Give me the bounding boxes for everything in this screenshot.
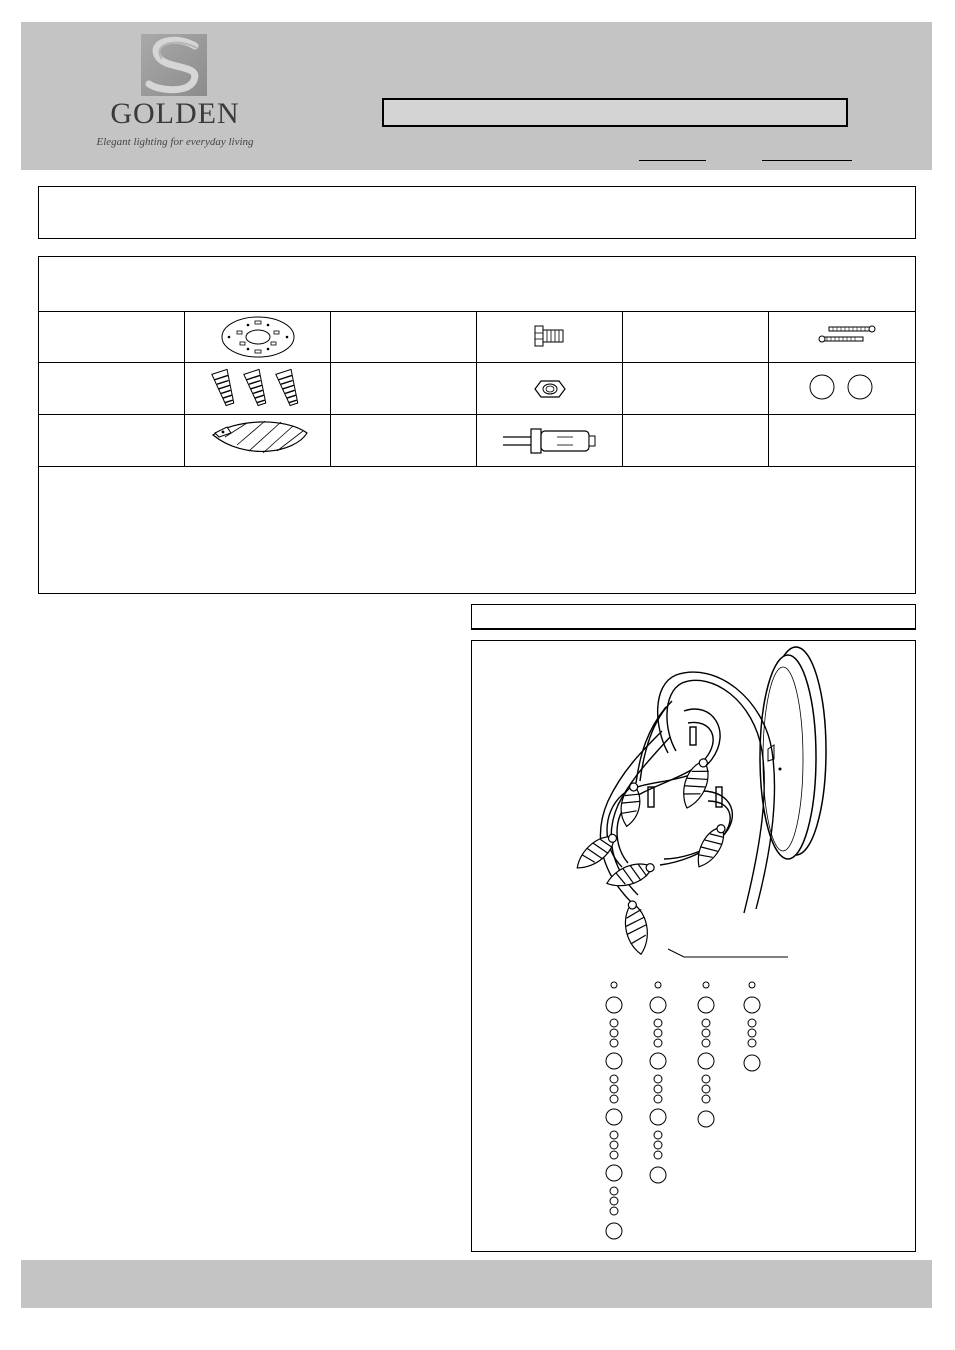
part-image-cell — [185, 363, 331, 415]
part-image-cell — [477, 363, 623, 415]
crystal-strands — [606, 982, 760, 1239]
item-number-field — [639, 160, 706, 161]
decorative-caps-icon — [769, 363, 915, 415]
crystal-strand-short — [698, 982, 714, 1127]
part-image-cell — [769, 363, 915, 415]
footer-band — [21, 1260, 932, 1308]
diagram-title-box — [471, 604, 916, 630]
part-image-cell — [477, 311, 623, 363]
fixture-diagram — [471, 640, 916, 1252]
part-image-cell — [477, 415, 623, 467]
mounting-plate-icon — [185, 311, 331, 363]
part-image-cell — [185, 415, 331, 467]
glass-leaves — [571, 756, 730, 957]
part-image-cell — [185, 311, 331, 363]
hex-screw-icon — [477, 311, 623, 363]
leader-line — [668, 949, 788, 957]
glass-leaf-icon — [185, 415, 331, 467]
wall-plate-icon — [760, 647, 826, 859]
part-label-cell — [623, 415, 769, 467]
g4-bulb-icon — [477, 415, 623, 467]
date-field — [762, 160, 852, 161]
notice-box — [38, 186, 916, 239]
part-label-cell — [39, 415, 185, 467]
part-label-cell — [39, 311, 185, 363]
brand-logo — [85, 28, 265, 158]
crystal-strand-shortest — [744, 982, 760, 1071]
part-label-cell — [623, 311, 769, 363]
parts-header — [39, 257, 915, 312]
mounting-screws-icon — [769, 311, 915, 363]
part-image-cell — [769, 415, 915, 467]
crystal-strand-medium — [650, 982, 666, 1183]
parts-notes — [39, 467, 915, 593]
parts-section — [38, 256, 916, 594]
hex-nut-icon — [477, 363, 623, 415]
golden-logo-icon — [85, 28, 265, 158]
part-label-cell — [39, 363, 185, 415]
product-title-box — [382, 98, 848, 127]
part-label-cell — [331, 415, 477, 467]
part-label-cell — [331, 311, 477, 363]
crystal-strand-long — [606, 982, 622, 1239]
part-label-cell — [331, 363, 477, 415]
fixture-illustration — [472, 641, 915, 1251]
part-image-cell — [769, 311, 915, 363]
part-label-cell — [623, 363, 769, 415]
wire-nuts-icon — [185, 363, 331, 415]
brand-name: GOLDEN — [110, 97, 240, 130]
brand-tagline: Elegant lighting for everyday living — [96, 136, 254, 148]
